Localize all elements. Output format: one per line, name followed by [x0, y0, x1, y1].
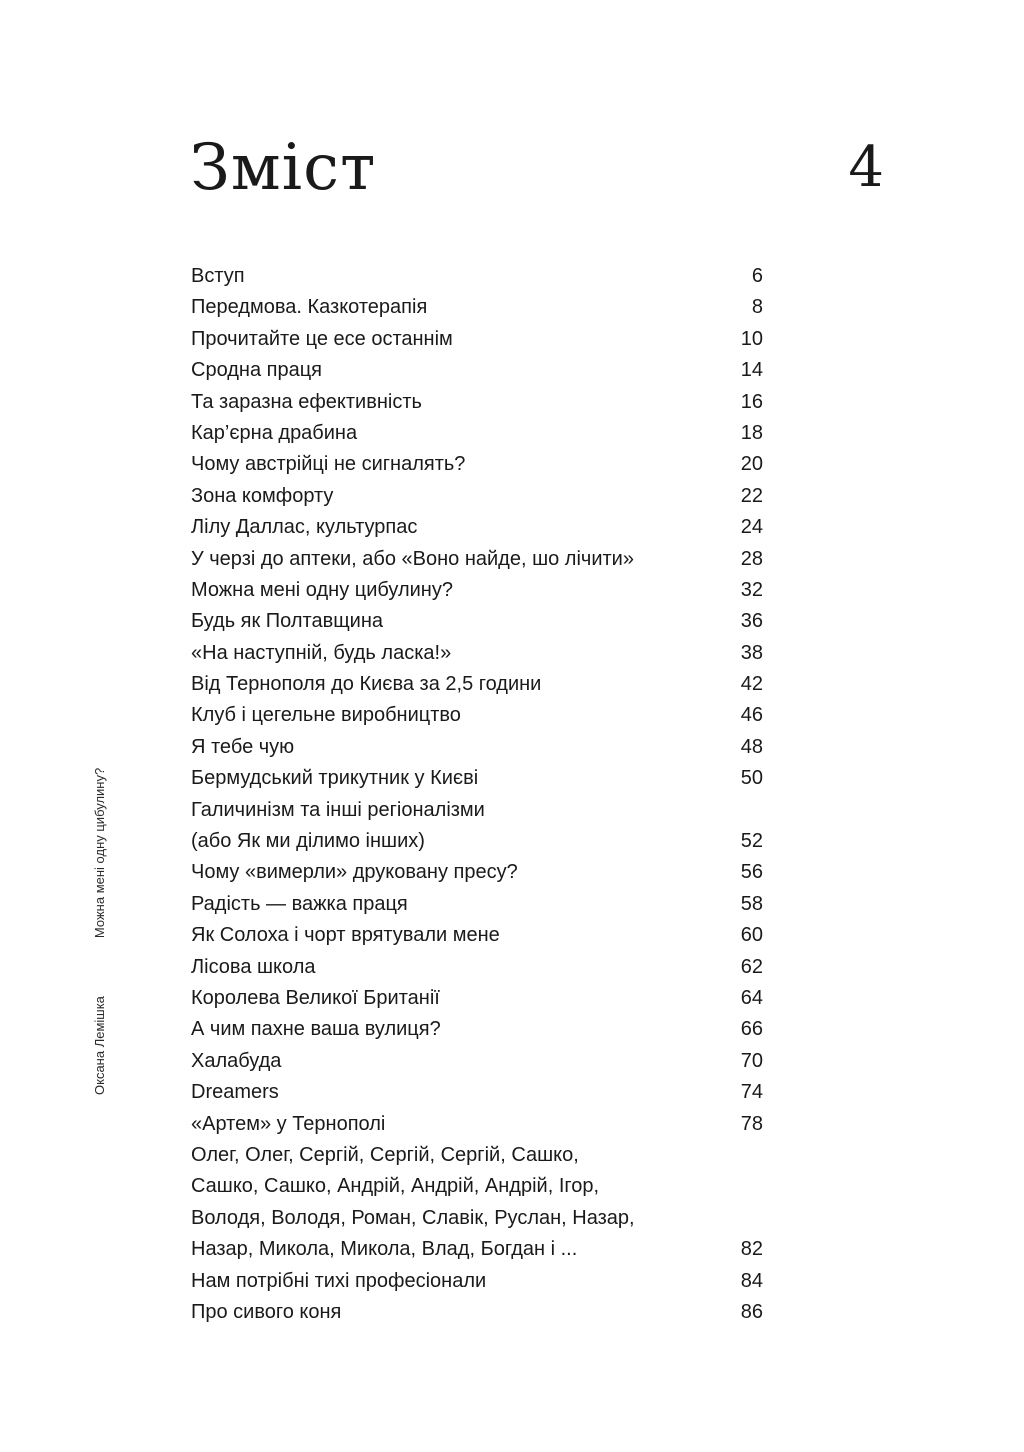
toc-entry-page: 16: [740, 390, 763, 413]
toc-entry-title-line: Зона комфорту: [191, 484, 334, 507]
toc-entry[interactable]: [191, 857, 763, 888]
toc-entry[interactable]: [191, 638, 763, 669]
toc-entry-title: [191, 324, 453, 355]
toc-entry-title-line: Чому австрійці не сигналять?: [191, 453, 466, 476]
toc-entry-page: 14: [740, 359, 763, 382]
toc-entry[interactable]: [191, 512, 763, 543]
toc-entry[interactable]: [191, 889, 763, 920]
toc-entry-page: 20: [740, 453, 763, 476]
toc-entry-page: 74: [740, 1081, 763, 1104]
toc-entry[interactable]: [191, 763, 763, 794]
toc-entry-page: 28: [740, 547, 763, 570]
toc-entry-page: 36: [740, 610, 763, 633]
toc-entry-title-line: Нам потрібні тихі професіонали: [191, 1269, 487, 1292]
toc-entry-title-line: Сродна праця: [191, 359, 323, 382]
toc-entry-title-line: Передмова. Казкотерапія: [191, 296, 428, 319]
toc-entry-page: 70: [740, 1049, 763, 1072]
toc-entry[interactable]: [191, 418, 763, 449]
toc-entry-title-line: «На наступній, будь ласка!»: [191, 641, 452, 664]
toc-entry-title: [191, 763, 478, 794]
toc-entry-page: 62: [740, 955, 763, 978]
toc-entry-title-line: (або Як ми ділимо інших): [191, 830, 425, 853]
toc-entry-title-line: А чим пахне ваша вулиця?: [191, 1018, 441, 1041]
toc-entry-title-line: Чому «вимерли» друковану пресу?: [191, 861, 518, 884]
toc-entry-title: [191, 261, 245, 292]
toc-entry-title-line: Галичинізм та інші регіоналізми: [191, 798, 485, 821]
toc-entry-page: 84: [740, 1269, 763, 1292]
toc-entry[interactable]: [191, 1046, 763, 1077]
toc-entry-title-line: «Артем» у Тернополі: [191, 1112, 386, 1135]
toc-entry-title-line: Та заразна ефективність: [191, 390, 422, 413]
toc-entry-page: 6: [751, 265, 763, 287]
toc-entry-title-line: Королева Великої Британії: [191, 986, 440, 1009]
toc-entry-title: [191, 575, 453, 606]
toc-entry-page: 66: [740, 1018, 763, 1041]
toc-entry-title: [191, 638, 451, 669]
page-title: Зміст: [190, 131, 377, 205]
toc-entry[interactable]: [191, 1140, 763, 1266]
toc-entry-page: 22: [740, 484, 763, 507]
table-of-contents: [191, 261, 763, 1328]
toc-entry-title-line: Як Солоха і чорт врятували мене: [191, 924, 500, 947]
toc-entry-title: [191, 732, 294, 763]
toc-entry[interactable]: [191, 1077, 763, 1108]
toc-entry-page: 10: [740, 327, 763, 350]
toc-entry-title-line: Кар’єрна драбина: [191, 421, 358, 444]
toc-entry-title: [191, 292, 427, 323]
toc-entry[interactable]: [191, 606, 763, 637]
toc-entry[interactable]: [191, 355, 763, 386]
toc-entry-page: 58: [740, 892, 763, 915]
toc-entry-title: [191, 983, 440, 1014]
toc-entry-title: [191, 1266, 486, 1297]
toc-entry-page: 32: [740, 578, 763, 601]
spine-book-title: Можна мені одну цибулину?: [92, 767, 107, 939]
toc-entry-page: 82: [740, 1238, 763, 1261]
toc-entry[interactable]: [191, 1297, 763, 1328]
toc-entry-title: [191, 512, 417, 543]
toc-entry-page: 52: [740, 830, 763, 853]
toc-entry-title: [191, 1046, 281, 1077]
toc-entry-title: [191, 889, 408, 920]
toc-entry-title: [191, 1109, 385, 1140]
toc-entry-title-line: Радість — важка праця: [191, 892, 408, 915]
toc-entry-title-line: Назар, Микола, Микола, Влад, Богдан і ...: [191, 1238, 578, 1261]
toc-entry[interactable]: [191, 700, 763, 731]
toc-entry-page: 38: [740, 641, 763, 664]
toc-entry[interactable]: [191, 1014, 763, 1045]
toc-entry-title-line: Клуб і цегельне виробництво: [191, 704, 461, 727]
toc-entry[interactable]: [191, 732, 763, 763]
toc-entry[interactable]: [191, 983, 763, 1014]
toc-entry[interactable]: [191, 920, 763, 951]
toc-entry[interactable]: [191, 1109, 763, 1140]
toc-entry[interactable]: [191, 1266, 763, 1297]
toc-entry-title: [191, 544, 634, 575]
toc-entry-title-line: Олег, Олег, Сергій, Сергій, Сергій, Сашко,: [191, 1143, 579, 1166]
toc-entry-title: [191, 952, 316, 983]
toc-entry-page: 24: [740, 516, 763, 539]
toc-entry-page: 48: [740, 735, 763, 758]
toc-entry-title-line: Володя, Володя, Роман, Славік, Руслан, Назар,: [191, 1206, 635, 1229]
toc-entry-title-line: Будь як Полтавщина: [191, 610, 384, 633]
toc-entry[interactable]: [191, 261, 763, 292]
toc-entry-page: 50: [740, 767, 763, 790]
toc-entry-title: [191, 355, 322, 386]
toc-entry-title: [191, 700, 461, 731]
toc-entry-page: 46: [740, 704, 763, 727]
toc-entry-title-line: Бермудський трикутник у Києві: [191, 767, 479, 790]
toc-entry-title: [191, 418, 357, 449]
toc-entry-title: [191, 795, 485, 858]
toc-entry-page: 78: [740, 1112, 763, 1135]
toc-entry[interactable]: [191, 544, 763, 575]
toc-entry-title-line: Халабуда: [191, 1049, 282, 1072]
toc-entry-title-line: Можна мені одну цибулину?: [191, 578, 453, 601]
toc-entry[interactable]: [191, 575, 763, 606]
page-number: 4: [848, 135, 884, 200]
toc-entry-title: [191, 481, 333, 512]
toc-entry-title: [191, 920, 500, 951]
toc-entry-page: 86: [740, 1300, 763, 1323]
toc-entry-page: 60: [740, 924, 763, 947]
toc-entry-title: [191, 1297, 341, 1328]
toc-entry-title: [191, 857, 518, 888]
toc-entry-title: [191, 449, 465, 480]
toc-entry[interactable]: [191, 481, 763, 512]
toc-entry[interactable]: [191, 952, 763, 983]
toc-entry-page: 42: [740, 673, 763, 696]
toc-entry-title-line: Прочитайте це есе останнім: [191, 327, 453, 350]
toc-entry-page: 56: [740, 861, 763, 884]
toc-entry-title-line: Сашко, Сашко, Андрій, Андрій, Андрій, Ігор,: [191, 1175, 600, 1198]
toc-entry-title-line: Про сивого коня: [191, 1300, 342, 1323]
toc-entry[interactable]: [191, 449, 763, 480]
toc-entry-title-line: Від Тернополя до Києва за 2,5 години: [191, 673, 542, 696]
toc-entry-title: [191, 1077, 279, 1108]
toc-entry-title: [191, 1014, 441, 1045]
toc-entry-page: 64: [740, 986, 763, 1009]
toc-entry-title-line: Лілу Даллас, культурпас: [191, 516, 418, 539]
toc-entry[interactable]: [191, 669, 763, 700]
spine-author: Оксана Лемішка: [92, 996, 107, 1095]
toc-entry[interactable]: [191, 324, 763, 355]
toc-entry-title-line: Я тебе чую: [191, 735, 295, 758]
toc-entry-title: [191, 606, 383, 637]
toc-entry-title-line: Вступ: [191, 265, 245, 287]
toc-entry[interactable]: [191, 292, 763, 323]
toc-entry-page: 8: [751, 296, 763, 319]
toc-entry[interactable]: [191, 387, 763, 418]
toc-entry-page: 18: [740, 421, 763, 444]
toc-entry-title: [191, 1140, 635, 1266]
toc-entry-title-line: Лісова школа: [191, 955, 316, 978]
toc-entry-title-line: У черзі до аптеки, або «Воно найде, шо лічити»: [191, 547, 634, 570]
toc-entry[interactable]: [191, 795, 763, 858]
toc-entry-title-line: Dreamers: [191, 1081, 279, 1104]
toc-entry-title: [191, 669, 541, 700]
spine-running-head: [90, 675, 110, 1095]
toc-entry-title: [191, 387, 422, 418]
